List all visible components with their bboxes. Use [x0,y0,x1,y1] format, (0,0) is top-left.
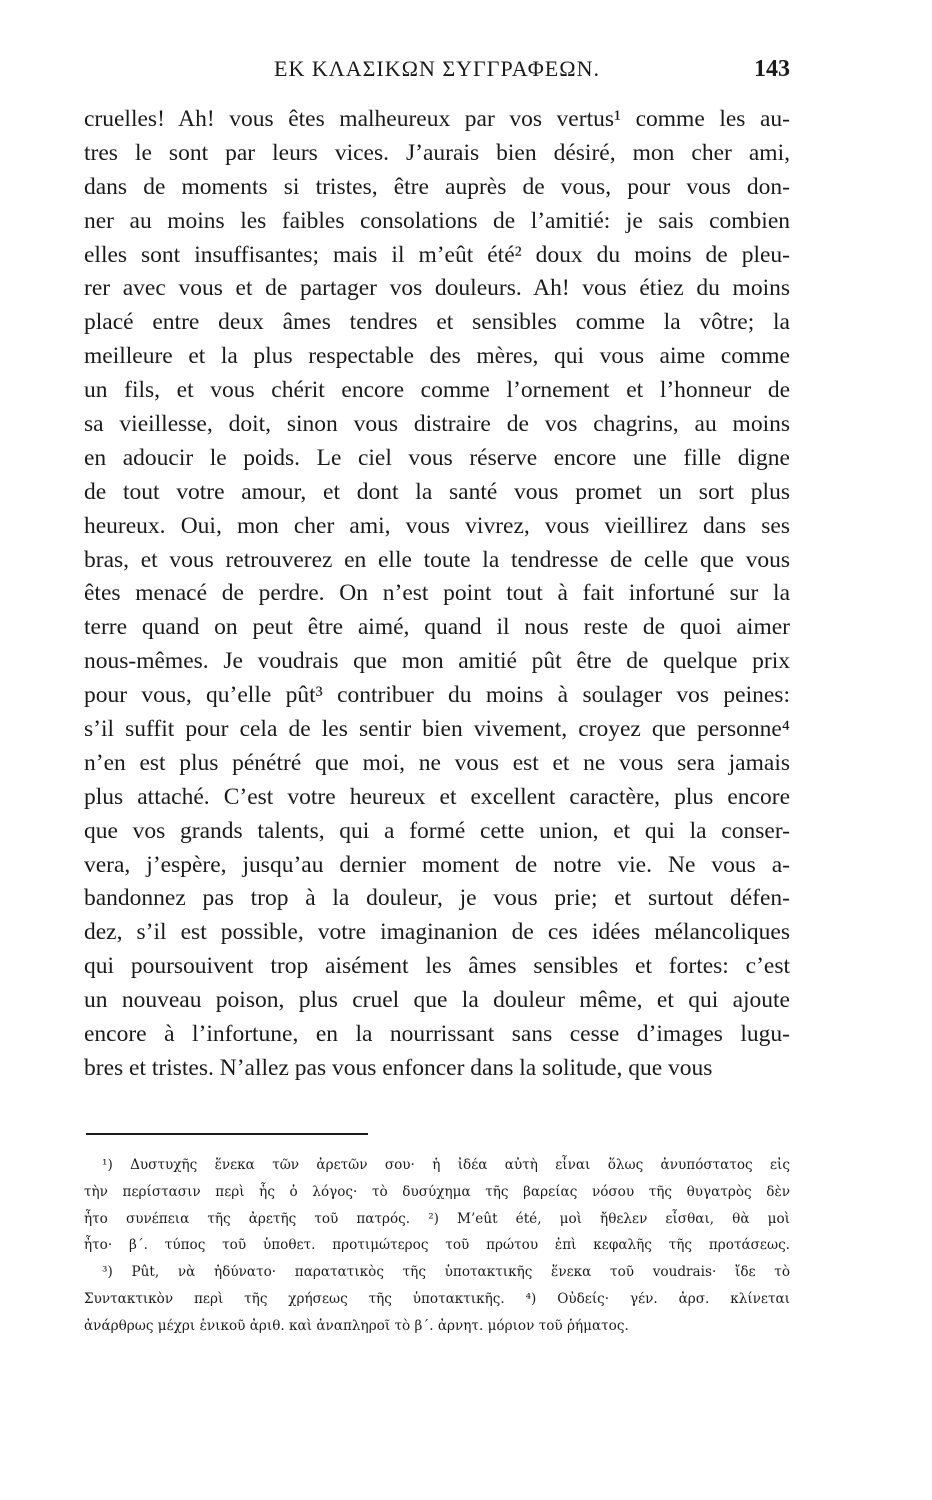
text-line: placé entre deux âmes tendres et sensibles comme la vôtre; la [84,309,790,336]
text-line: en adoucir le poids. Le ciel vous réserve encore une fille digne [84,444,790,471]
text-line: nous-mêmes. Je voudrais que mon amitié pût être de quelque prix [84,648,790,675]
text-line: qui poursouivent trop aisément les âmes sensibles et fortes: c’est [84,953,790,980]
footnote-line: ³) Pût, νὰ ἠδύνατο· παρατατικὸς τῆς ὑποτακτικῆς ἕνεκα τοῦ voudrais· ἴδε τὸ [102,1264,790,1281]
footnote-line: ¹) Δυστυχῆς ἕνεκα τῶν ἀρετῶν σου· ἡ ἰδέα αὐτὴ εἶναι ὅλως ἀνυπόστατος εἰς [102,1157,790,1173]
text-line: heureux. Oui, mon cher ami, vous vivrez, vous vieillirez dans ses [84,512,790,539]
text-line: sa vieillesse, doit, sinon vous distraire de vos chagrins, au moins [84,411,790,438]
text-line: bras, et vous retrouverez en elle toute la tendresse de celle que vous [84,546,790,573]
page-header [84,56,790,90]
footnote-line: ἦτο· β΄. τύπος τοῦ ὑποθετ. προτιμώτερος τοῦ πρώτου ἐπὶ κεφαλῆς τῆς προτάσεως. [84,1237,790,1254]
footnote-line: ἀνάρθρως μέχρι ἑνικοῦ ἀριθ. καὶ ἀναπληροῖ τὸ β΄. ἀρνητ. μόριον τοῦ ῥήματος. [84,1317,629,1334]
footnote-line: ἦτο συνέπεια τῆς ἀρετῆς τοῦ πατρός. ²) M’eût été, μοὶ ἤθελεν εἶσθαι, θὰ μοὶ [84,1210,790,1227]
text-line: de tout votre amour, et dont la santé vous promet un sort plus [84,478,790,505]
text-line: n’en est plus pénétré que moi, ne vous est et ne vous sera jamais [84,749,790,776]
footnote-rule [86,1133,368,1135]
text-line: vera, j’espère, jusqu’au dernier moment de notre vie. Ne vous a- [84,851,790,878]
text-line: ner au moins les faibles consolations de l’amitié: je sais combien [84,207,790,234]
text-line: plus attaché. C’est votre heureux et excellent caractère, plus encore [84,783,790,810]
page-number: 143 [754,56,790,82]
text-line: rer avec vous et de partager vos douleurs. Ah! vous étiez du moins [84,275,790,302]
footnote-line: τὴν περίστασιν περὶ ἧς ὁ λόγος· τὸ δυσύχημα τῆς βαρείας νόσου τῆς θυγατρὸς δὲν [84,1183,790,1200]
text-line: un nouveau poison, plus cruel que la douleur même, et qui ajoute [84,987,790,1014]
text-line: elles sont insuffisantes; mais il m’eût été² doux du moins de pleu- [84,241,790,268]
text-line: dans de moments si tristes, être auprès de vous, pour vous don- [84,173,790,200]
text-line: pour vous, qu’elle pût³ contribuer du moins à soulager vos peines: [84,682,790,709]
text-line: tres le sont par leurs vices. J’aurais bien désiré, mon cher ami, [84,139,790,166]
text-line: que vos grands talents, qui a formé cette union, et qui la conser- [84,817,790,844]
footnote-line: Συντακτικὸν περὶ τῆς χρήσεως τῆς ὑποτακτικῆς. ⁴) Οὐδείς· γέν. ἀρσ. κλίνεται [84,1290,790,1307]
text-line: êtes menacé de perdre. On n’est point tout à fait infortuné sur la [84,580,790,607]
text-line: dez, s’il est possible, votre imaginanion de ces idées mélancoliques [84,919,790,946]
body-text [84,103,790,1086]
text-line: cruelles! Ah! vous êtes malheureux par vos vertus¹ comme les au- [84,106,790,132]
text-line: meilleure et la plus respectable des mères, qui vous aime comme [84,343,790,370]
text-line: bandonnez pas trop à la douleur, je vous prie; et surtout défen- [84,885,790,912]
text-line: encore à l’infortune, en la nourrissant sans cesse d’images lugu- [84,1021,790,1048]
running-head: ΕΚ ΚΛΑΣΙΚΩΝ ΣΥΓΓΡΑΦΕΩΝ. [274,56,600,81]
text-line: bres et tristes. N’allez pas vous enfoncer dans la solitude, que vous [84,1054,713,1081]
footnotes [84,1152,790,1340]
text-line: s’il suffit pour cela de les sentir bien vivement, croyez que personne⁴ [84,716,790,743]
text-line: terre quand on peut être aimé, quand il nous reste de quoi aimer [84,614,790,641]
text-line: un fils, et vous chérit encore comme l’ornement et l’honneur de [84,377,790,404]
